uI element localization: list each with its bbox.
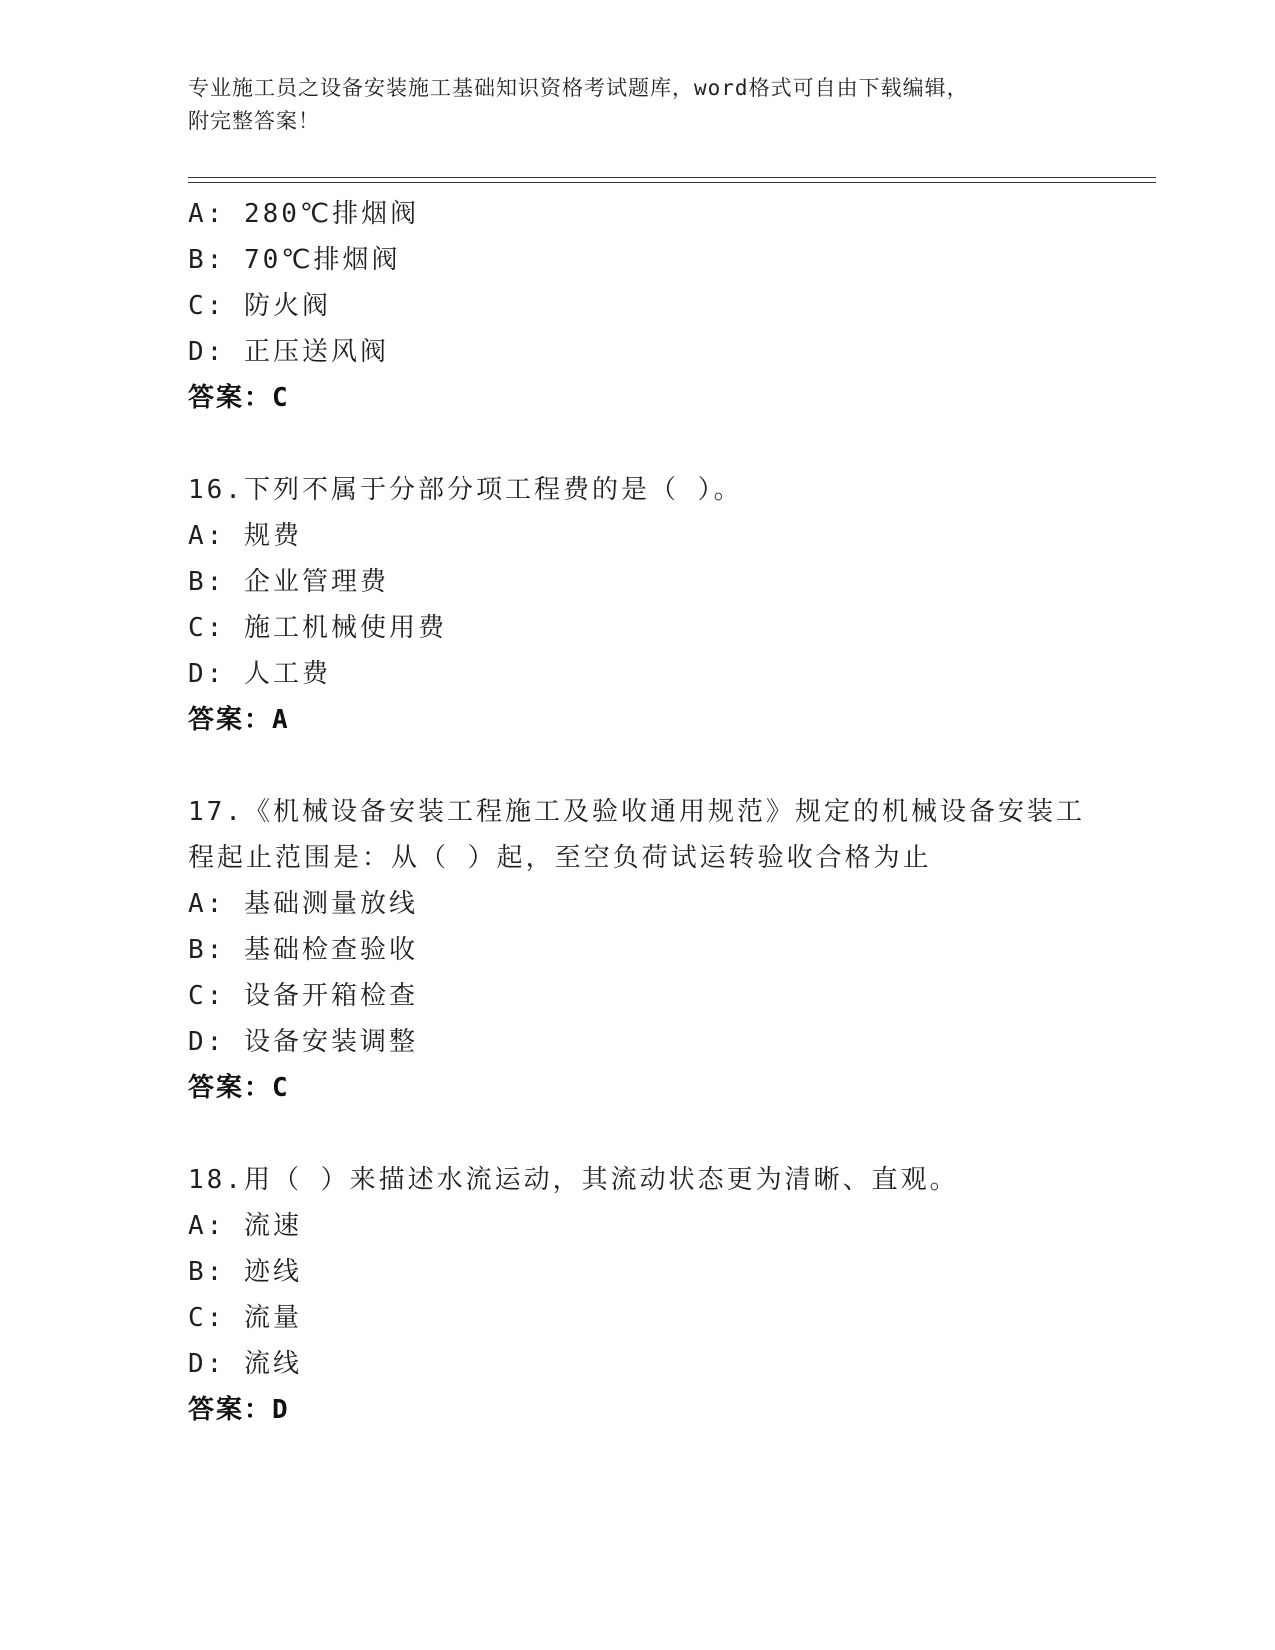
option-a: A: 规费 xyxy=(188,521,302,551)
option-b: B: 70℃排烟阀 xyxy=(188,245,401,275)
header-divider-bottom xyxy=(188,182,1156,183)
question-15-block xyxy=(188,191,1088,421)
option-b: B: 迹线 xyxy=(188,1257,302,1287)
option-a: A: 280℃排烟阀 xyxy=(188,199,420,229)
option-c: C: 施工机械使用费 xyxy=(188,613,447,643)
question-18-block xyxy=(188,1157,1088,1433)
option-c: C: 防火阀 xyxy=(188,291,331,321)
answer-line: 答案：D xyxy=(188,1395,290,1425)
document-header xyxy=(188,72,1088,138)
option-d: D: 流线 xyxy=(188,1349,302,1379)
question-stem-line: 程起止范围是：从（ ）起，至空负荷试运转验收合格为止 xyxy=(188,843,932,873)
spacer xyxy=(188,1111,1088,1157)
question-16-block xyxy=(188,467,1088,743)
option-d: D: 人工费 xyxy=(188,659,331,689)
option-c: C: 流量 xyxy=(188,1303,302,1333)
question-17-block xyxy=(188,789,1088,1111)
answer-line: 答案：A xyxy=(188,705,290,735)
option-c: C: 设备开箱检查 xyxy=(188,981,418,1011)
option-a: A: 基础测量放线 xyxy=(188,889,418,919)
question-stem xyxy=(188,789,1088,881)
header-line-2: 附完整答案！ xyxy=(188,109,320,133)
answer-line: 答案：C xyxy=(188,383,290,413)
option-a: A: 流速 xyxy=(188,1211,302,1241)
header-line-1: 专业施工员之设备安装施工基础知识资格考试题库，word格式可自由下载编辑， xyxy=(188,76,969,100)
option-d: D: 设备安装调整 xyxy=(188,1027,418,1057)
question-stem-line: 16.下列不属于分部分项工程费的是（ ）。 xyxy=(188,475,743,505)
answer-line: 答案：C xyxy=(188,1073,290,1103)
question-stem xyxy=(188,1157,1088,1203)
option-d: D: 正压送风阀 xyxy=(188,337,389,367)
question-stem-line: 18.用（ ）来描述水流运动，其流动状态更为清晰、直观。 xyxy=(188,1165,959,1195)
option-b: B: 企业管理费 xyxy=(188,567,389,597)
question-stem-line: 17.《机械设备安装工程施工及验收通用规范》规定的机械设备安装工 xyxy=(188,797,1085,827)
question-stem xyxy=(188,467,1088,513)
option-b: B: 基础检查验收 xyxy=(188,935,418,965)
header-divider-top xyxy=(188,177,1156,178)
spacer xyxy=(188,421,1088,467)
spacer xyxy=(188,743,1088,789)
question-list xyxy=(188,191,1088,1433)
